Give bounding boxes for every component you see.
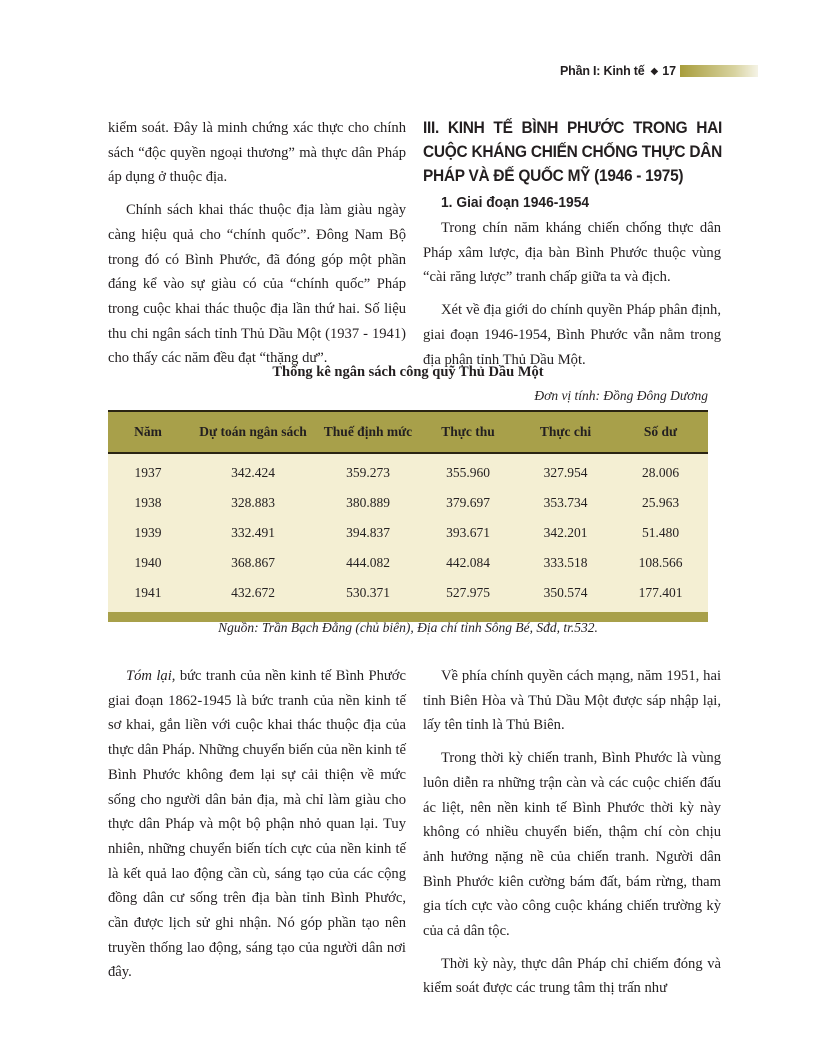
table-row: [108, 453, 708, 488]
paragraph: Xét về địa giới do chính quyền Pháp phân định, giai đoạn 1946-1954, Bình Phước vẫn nằm trong địa phận tỉnh Thủ Dầu Một.: [423, 302, 721, 368]
table-cell: 444.082: [346, 555, 390, 570]
table-cell: 368.867: [231, 555, 275, 570]
paragraph-lead: Tóm lại,: [126, 668, 176, 684]
table-cell: 1940: [134, 555, 162, 570]
paragraph: Về phía chính quyền cách mạng, năm 1951, hai tỉnh Biên Hòa và Thủ Dầu Một được sáp nhập lại, lấy tên tỉnh là Thủ Biên.: [423, 668, 721, 734]
subsection-heading: 1. Giai đoạn 1946-1954: [441, 194, 590, 211]
diamond-icon: ◆: [650, 65, 659, 77]
table-cell: 350.574: [543, 585, 588, 600]
table-cell: 432.672: [231, 585, 275, 600]
table-cell: 177.401: [638, 585, 683, 600]
table-cell: 108.566: [638, 555, 683, 570]
paragraph: Trong chín năm kháng chiến chống thực dân Pháp xâm lược, địa bàn Bình Phước thuộc vùng “cài răng lược” tranh chấp giữa ta và địch.: [423, 220, 721, 286]
paragraph: kiểm soát. Đây là minh chứng xác thực cho chính sách “độc quyền ngoại thương” mà thực dân Pháp áp dụng ở thuộc địa.: [108, 120, 406, 186]
table-cell: 1938: [134, 495, 162, 510]
table-cell: 353.734: [543, 495, 588, 510]
right-column-top: [423, 116, 721, 380]
table-row: [108, 488, 708, 518]
table-cell: 342.424: [231, 465, 275, 480]
column-header: Thực chi: [539, 424, 592, 439]
paragraph: Chính sách khai thác thuộc địa làm giàu ngày càng hiệu quả cho “chính quốc”. Đông Nam Bộ trong đó có Bình Phước, đã đóng góp một phần đáng kể vào sự giàu có của “chính quốc” Pháp trong cuộc khai thác thuộc địa lần thứ hai. Số liệu thu chi ngân sách tỉnh Thủ Dầu Một (1937 - 1941) cho thấy các năm đều đạt “thặng dư”.: [108, 202, 406, 367]
column-header: Số dư: [643, 424, 678, 439]
table-cell: 51.480: [641, 525, 680, 540]
table-cell: 1937: [134, 465, 162, 480]
header-accent-bar: [680, 65, 758, 77]
table-cell: 527.975: [446, 585, 490, 600]
left-column-bottom: [108, 664, 406, 993]
table-row: [108, 518, 708, 548]
running-header: [560, 62, 758, 80]
table-cell: 394.837: [346, 525, 390, 540]
paragraph-body: bức tranh của nền kinh tế Bình Phước giai đoạn 1862-1945 là bức tranh của nền kinh tế sơ khai, gắn liền với cuộc khai thác thuộc địa của thực dân Pháp. Những chuyển biến của nền kinh tế Bình Phước không đem lại sự cải thiện về mức sống cho người dân bản địa, mà chỉ làm giàu cho thực dân Pháp và một bộ phận nhỏ quan lại. Tuy nhiên, những chuyển biến tích cực của nền kinh tế là kết quả lao động cần cù, sáng tạo của các cộng đồng dân cư sống trên địa bàn tỉnh Bình Phước, cần được lịch sử ghi nhận. Nó góp phần tạo nên truyền thống lao động, sáng tạo của người dân nơi đây.: [108, 668, 407, 981]
table-row: [108, 548, 708, 578]
paragraph: Thời kỳ này, thực dân Pháp chỉ chiếm đóng và kiểm soát được các trung tâm thị trấn như: [423, 955, 721, 997]
page-number: 17: [662, 64, 677, 78]
left-column-top: [108, 116, 406, 379]
column-header: Thuế định mức: [323, 424, 413, 439]
table-cell: 25.963: [641, 495, 680, 510]
table-source: Nguồn: Trần Bạch Đằng (chủ biên), Địa chí tỉnh Sông Bé, Sđd, tr.532.: [218, 620, 598, 635]
column-header: Thực thu: [441, 424, 495, 439]
table-row: [108, 578, 708, 612]
table-cell: 380.889: [346, 495, 390, 510]
paragraph: Trong thời kỳ chiến tranh, Bình Phước là vùng luôn diễn ra những trận càn và các cuộc chiến đấu ác liệt, nên nền kinh tế Bình Phước thời kỳ này không có nhiều chuyển biến, thậm chí còn chịu ảnh hưởng nặng nề của chiến tranh. Người dân Bình Phước kiên cường bám đất, bám rừng, tham gia tích cực vào công cuộc kháng chiến trường kỳ của cả dân tộc.: [423, 750, 721, 940]
column-header: Dự toán ngân sách: [199, 424, 307, 439]
section-heading: III. KINH TẾ BÌNH PHƯỚC TRONG HAI CUỘC KHÁNG CHIẾN CHỐNG THỰC DÂN PHÁP VÀ ĐẾ QUỐC MỸ (1946 - 1975): [423, 118, 722, 185]
column-header: Năm: [134, 424, 162, 439]
table-cell: 342.201: [543, 525, 588, 540]
table-cell: 332.491: [231, 525, 275, 540]
table-cell: 530.371: [346, 585, 390, 600]
table-cell: 442.084: [446, 555, 490, 570]
table-cell: 28.006: [641, 465, 680, 480]
right-column-bottom: [423, 664, 721, 1009]
table-cell: 355.960: [446, 465, 490, 480]
table-cell: 327.954: [543, 465, 588, 480]
paragraph: [108, 664, 406, 985]
table-cell: 359.273: [346, 465, 390, 480]
table-cell: 333.518: [543, 555, 588, 570]
table-title: Thống kê ngân sách công quỹ Thủ Dầu Một: [272, 364, 544, 380]
table-cell: 1939: [134, 525, 162, 540]
table-unit: Đơn vị tính: Đồng Đông Dương: [534, 388, 708, 403]
table-cell: 328.883: [231, 495, 275, 510]
table-header-row: [108, 411, 708, 453]
table-cell: 379.697: [446, 495, 490, 510]
budget-table: [108, 410, 708, 622]
chapter-title: Phần I: Kinh tế: [560, 64, 645, 78]
table-cell: 1941: [134, 585, 162, 600]
table-cell: 393.671: [446, 525, 490, 540]
